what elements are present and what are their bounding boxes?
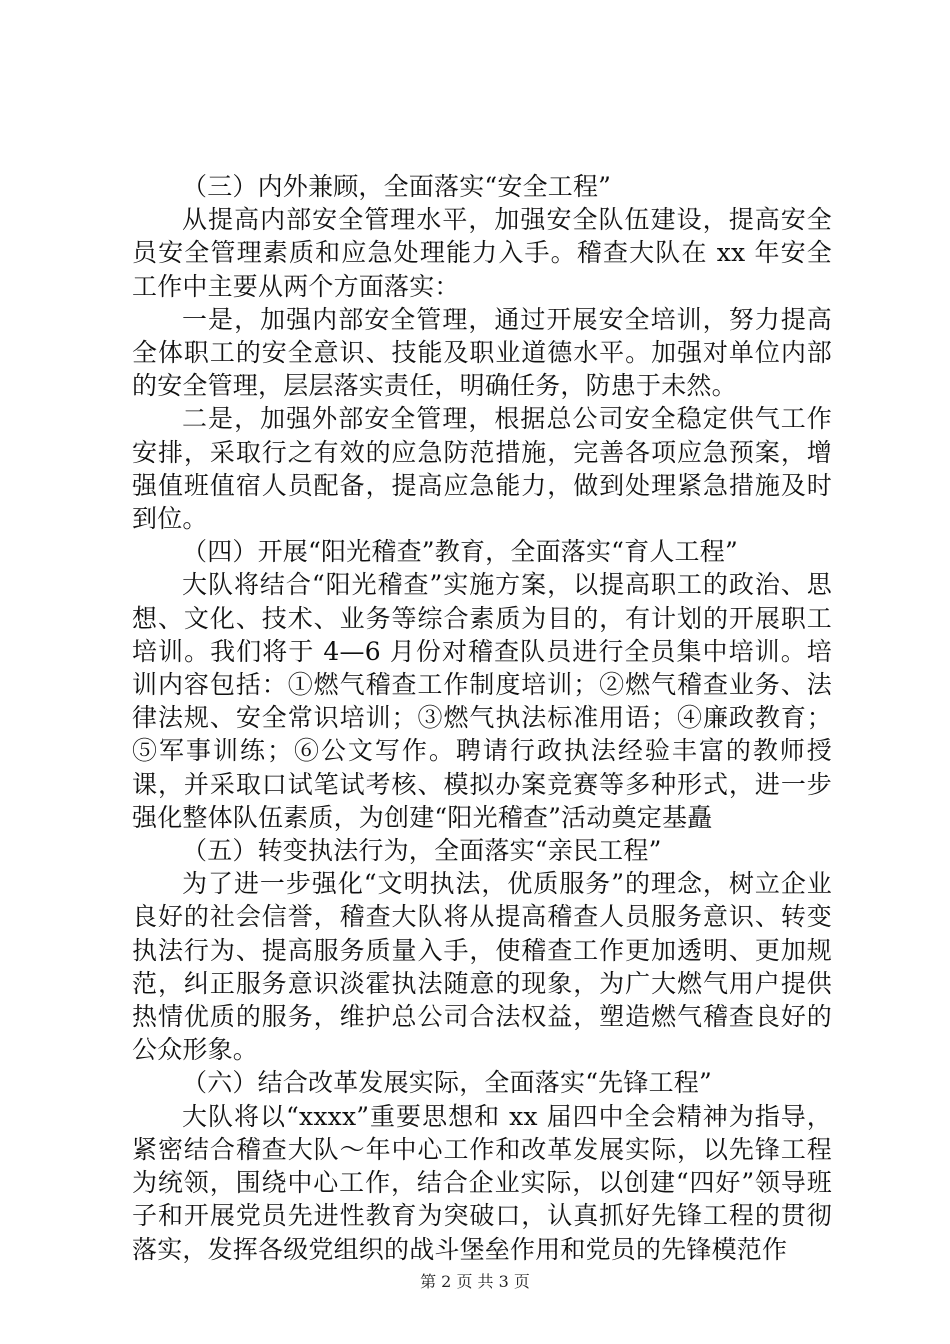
document-body [132,170,832,1266]
section-heading-3: （三）内外兼顾，全面落实“安全工程” [182,172,612,201]
paragraph: 一是，加强内部安全管理，通过开展安全培训，努力提高全体职工的安全意识、技能及职业道德水平。加强对单位内部的安全管理，层层落实责任，明确任务，防患于未然。 [132,304,832,401]
paragraph: 从提高内部安全管理水平，加强安全队伍建设，提高安全员安全管理素质和应急处理能力入手。稽查大队在 xx 年安全工作中主要从两个方面落实： [132,205,832,301]
page-footer: 第 2 页 共 3 页 [420,1272,530,1291]
paragraph: 二是，加强外部安全管理，根据总公司安全稳定供气工作安排，采取行之有效的应急防范措施，完善各项应急预案，增强值班值宿人员配备，提高应急能力，做到处理紧急措施及时到位。 [132,404,832,534]
paragraph: 为了进一步强化“文明执法，优质服务”的理念，树立企业良好的社会信誉，稽查大队将从提高稽查人员服务意识、转变执法行为、提高服务质量入手，使稽查工作更加透明、更加规范，纠正服务意识淡霍执法随意的现象，为广大燃气用户提供热情优质的服务，维护总公司合法权益，塑造燃气稽查良好的公众形象。 [132,869,832,1065]
section-heading-5: （五）转变执法行为，全面落实“亲民工程” [182,836,662,866]
paragraph: 大队将以“xxxx”重要思想和 xx 届四中全会精神为指导，紧密结合稽查大队～年中心工作和改革发展实际，以先锋工程为统领，围绕中心工作，结合企业实际，以创建“四好”领导班子和开展党员先进性教育为突破口，认真抓好先锋工程的贯彻落实，发挥各级党组织的战斗堡垒作用和党员的先锋模范作 [132,1101,832,1264]
paragraph: 大队将结合“阳光稽查”实施方案，以提高职工的政治、思想、文化、技术、业务等综合素质为目的，有计划的开展职工培训。我们将于 4—6 月份对稽查队员进行全员集中培训。培训内容包括：①燃气稽查工作制度培训；②燃气稽查业务、法律法规、安全常识培训；③燃气执法标准用语；④廉政教育；⑤军事训练；⑥公文写作。聘请行政执法经验丰富的教师授课，并采取口试笔试考核、模拟办案竞赛等多种形式，进一步强化整体队伍素质，为创建“阳光稽查”活动奠定基矗 [132,570,832,832]
section-heading-6: （六）结合改革发展实际，全面落实“先锋工程” [182,1068,712,1098]
section-heading-4: （四）开展“阳光稽查”教育，全面落实“育人工程” [182,537,738,567]
